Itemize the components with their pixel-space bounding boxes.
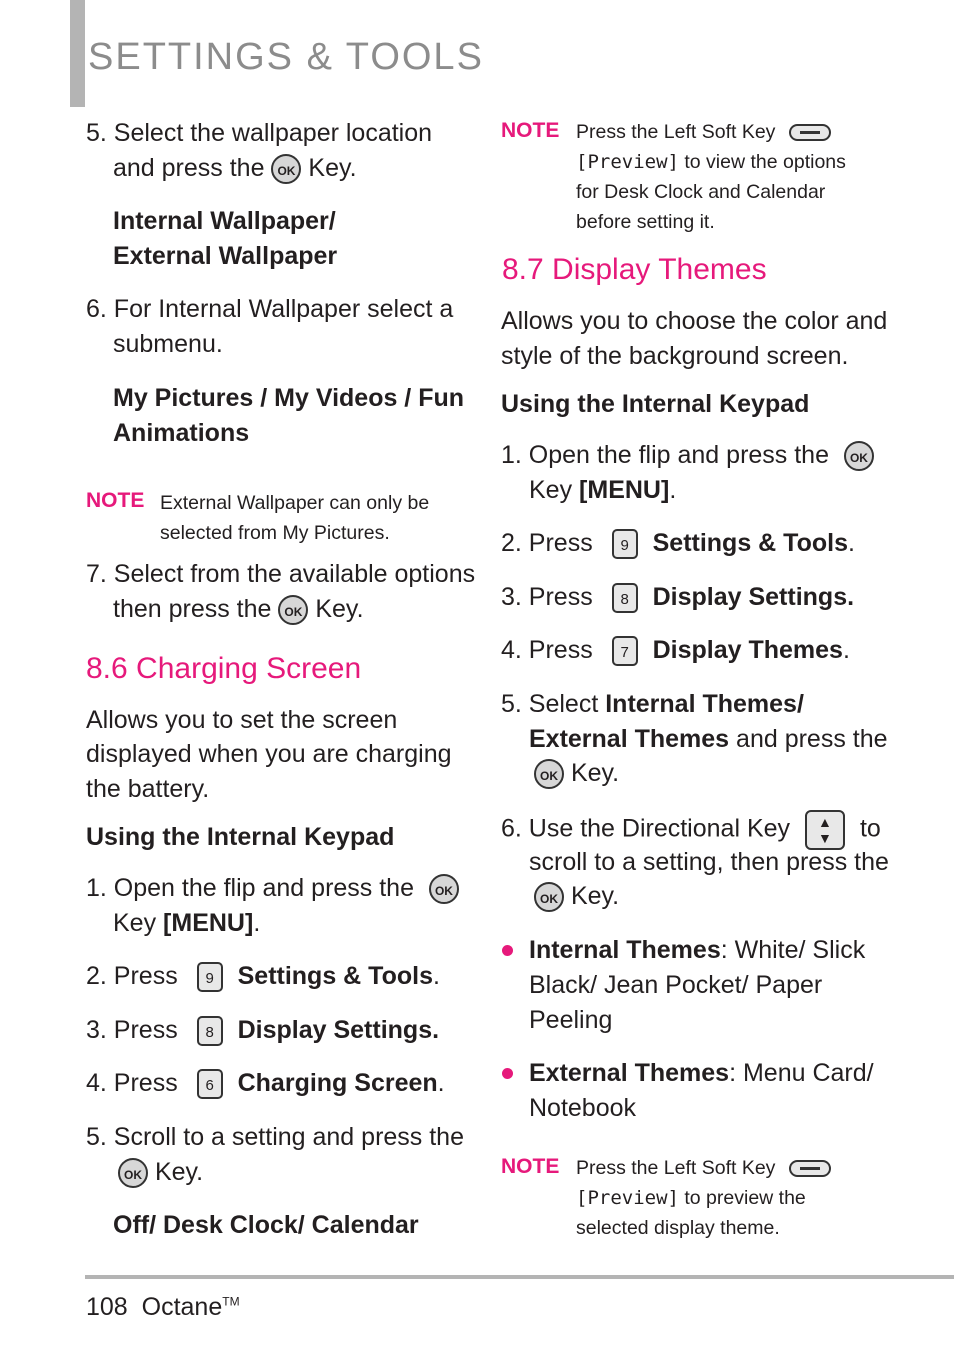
step-text: 5. Select <box>501 690 599 718</box>
key-digit: 9 <box>620 537 629 555</box>
note-text: Press the Left Soft Key <box>576 1157 776 1179</box>
internal-themes-line-3: Peeling <box>529 1006 613 1034</box>
section-heading-display-themes: 8.7 Display Themes <box>502 253 767 286</box>
key-9-icon <box>612 529 638 559</box>
step-3 <box>86 1013 439 1048</box>
intro-line-2: style of the background screen. <box>501 342 849 370</box>
intro-line-1: Allows you to choose the color and <box>501 307 888 335</box>
step-text: 1. Open the flip and press the <box>501 441 829 469</box>
step-text: 4. Press <box>501 636 593 664</box>
key-digit: 8 <box>205 1024 214 1042</box>
step-text: then press the <box>113 595 272 623</box>
footer-divider <box>85 1275 954 1279</box>
step-text: . <box>437 1069 445 1097</box>
step-6-line-1 <box>501 810 881 850</box>
step-text: . <box>432 962 440 990</box>
note-2-line-1 <box>576 1153 831 1183</box>
step-text: and press the <box>113 154 265 182</box>
intro-line-1: Allows you to set the screen <box>86 706 398 734</box>
note-2-line-3: selected display theme. <box>576 1217 780 1239</box>
key-7-icon <box>612 636 638 666</box>
step-2 <box>86 959 440 994</box>
step-text: 4. Press <box>86 1069 178 1097</box>
bullet-icon <box>502 1068 513 1079</box>
menu-item-label: External Themes <box>529 725 730 753</box>
note-2-line-2 <box>576 1183 806 1213</box>
step-5-line-3 <box>534 756 619 791</box>
step-5-line-1 <box>501 687 804 722</box>
step-5-scroll-line-1: 5. Scroll to a setting and press the <box>86 1123 464 1151</box>
key-digit: 6 <box>205 1077 214 1095</box>
key-8-icon <box>197 1016 223 1046</box>
page-title: SETTINGS & TOOLS <box>88 36 484 78</box>
step-5-line-2 <box>529 722 888 757</box>
bullet-icon <box>502 945 513 956</box>
step-7-line-2 <box>113 592 364 627</box>
menu-key-label: [MENU] <box>163 909 254 937</box>
ok-key-icon: OK <box>278 595 308 625</box>
step-1-line-2 <box>113 906 260 941</box>
step-text: 2. Press <box>86 962 178 990</box>
menu-item-label: Settings & Tools <box>237 962 433 990</box>
step-1-line-1 <box>86 871 459 906</box>
directional-key-icon: ▲ ▼ <box>805 810 845 850</box>
wallpaper-option-line-1: Internal Wallpaper/ <box>113 207 336 235</box>
step-text: Key. <box>315 595 364 623</box>
step-text: to <box>859 814 881 843</box>
note-1-line-1 <box>576 117 831 147</box>
key-9-icon <box>197 962 223 992</box>
note-1-line-2 <box>576 147 846 177</box>
note-text: Press the Left Soft Key <box>576 121 776 143</box>
menu-item-label: Display Themes <box>652 636 843 664</box>
intro-line-2: displayed when you are charging <box>86 740 452 768</box>
step-text: Key <box>529 476 573 504</box>
product-name: Octane <box>141 1293 223 1321</box>
charging-options: Off/ Desk Clock/ Calendar <box>113 1211 419 1239</box>
left-soft-key-icon <box>789 124 831 141</box>
note-text: to view the options <box>684 151 846 173</box>
key-8-icon <box>612 583 638 613</box>
menu-item-label: Internal Themes/ <box>605 690 804 718</box>
step-3 <box>501 580 854 615</box>
note-label: NOTE <box>501 119 560 142</box>
key-digit: 8 <box>620 591 629 609</box>
step-4 <box>86 1066 445 1101</box>
step-text: Key. <box>308 154 357 182</box>
left-soft-key-icon <box>789 1160 831 1177</box>
note-text: to preview the <box>684 1187 806 1209</box>
intro-line-3: the battery. <box>86 775 210 803</box>
step-text: and press the <box>736 725 888 753</box>
step-1-line-2 <box>529 473 676 508</box>
trademark: TM <box>222 1294 240 1309</box>
keypad-heading: Using the Internal Keypad <box>501 390 810 418</box>
step-text: . <box>253 909 261 937</box>
note-1-line-3: for Desk Clock and Calendar <box>576 181 826 203</box>
step-7-line-1: 7. Select from the available options <box>86 560 476 588</box>
menu-item-label: Display Settings. <box>237 1016 440 1044</box>
step-text: 3. Press <box>86 1016 178 1044</box>
step-4 <box>501 633 850 668</box>
submenu-line-1: My Pictures / My Videos / Fun <box>113 384 465 412</box>
step-5-line-1: 5. Select the wallpaper location <box>86 119 433 147</box>
step-2 <box>501 526 855 561</box>
step-text: Key. <box>154 1158 204 1186</box>
ok-key-icon: OK <box>844 441 874 471</box>
page-footer <box>86 1293 240 1322</box>
step-text: . <box>842 636 850 664</box>
step-text: 6. Use the Directional Key <box>501 814 791 843</box>
step-text: Key. <box>570 882 620 910</box>
submenu-line-2: Animations <box>113 419 250 447</box>
theme-text: : White/ Slick <box>720 936 866 964</box>
ok-key-icon: OK <box>534 882 564 912</box>
step-text: 1. Open the flip and press the <box>86 874 414 902</box>
note-line-2: selected from My Pictures. <box>160 522 390 544</box>
wallpaper-option-line-2: External Wallpaper <box>113 242 338 270</box>
note-label: NOTE <box>501 1155 560 1178</box>
step-text: . <box>669 476 677 504</box>
step-text: 3. Press <box>501 583 593 611</box>
step-text: 2. Press <box>501 529 593 557</box>
ok-key-icon: OK <box>429 874 459 904</box>
keypad-heading: Using the Internal Keypad <box>86 823 395 851</box>
ok-key-icon: OK <box>534 759 564 789</box>
step-text: Key. <box>570 759 620 787</box>
internal-themes-line-2: Black/ Jean Pocket/ Paper <box>529 971 823 999</box>
step-6-line-2: submenu. <box>113 330 223 358</box>
page-number: 108 <box>86 1293 128 1321</box>
step-5-line-2 <box>113 151 357 186</box>
menu-item-label: Display Settings. <box>652 583 855 611</box>
step-1-line-1 <box>501 438 874 473</box>
section-tab <box>70 0 85 107</box>
step-5-scroll-line-2 <box>118 1155 203 1190</box>
step-text: Key <box>113 909 157 937</box>
ok-key-icon: OK <box>118 1158 148 1188</box>
external-themes-line-1 <box>529 1056 874 1091</box>
menu-item-label: Charging Screen <box>237 1069 438 1097</box>
theme-label: Internal Themes <box>529 936 721 964</box>
note-line-1: External Wallpaper can only be <box>160 492 430 514</box>
ok-key-icon: OK <box>271 154 301 184</box>
preview-label: [Preview] <box>576 151 679 173</box>
theme-label: External Themes <box>529 1059 730 1087</box>
key-6-icon <box>197 1069 223 1099</box>
menu-item-label: Settings & Tools <box>652 529 848 557</box>
internal-themes-line-1 <box>529 933 865 968</box>
section-heading-charging-screen: 8.6 Charging Screen <box>86 652 362 685</box>
step-6-line-1: 6. For Internal Wallpaper select a <box>86 295 454 323</box>
note-1-line-4: before setting it. <box>576 211 715 233</box>
key-digit: 7 <box>620 644 629 662</box>
step-text: . <box>847 529 855 557</box>
external-themes-line-2: Notebook <box>529 1094 637 1122</box>
step-6-line-2: scroll to a setting, then press the <box>529 848 889 876</box>
note-label: NOTE <box>86 489 145 512</box>
preview-label: [Preview] <box>576 1187 679 1209</box>
step-6-line-3 <box>534 879 619 914</box>
theme-text: : Menu Card/ <box>729 1059 874 1087</box>
menu-key-label: [MENU] <box>579 476 670 504</box>
key-digit: 9 <box>205 970 214 988</box>
